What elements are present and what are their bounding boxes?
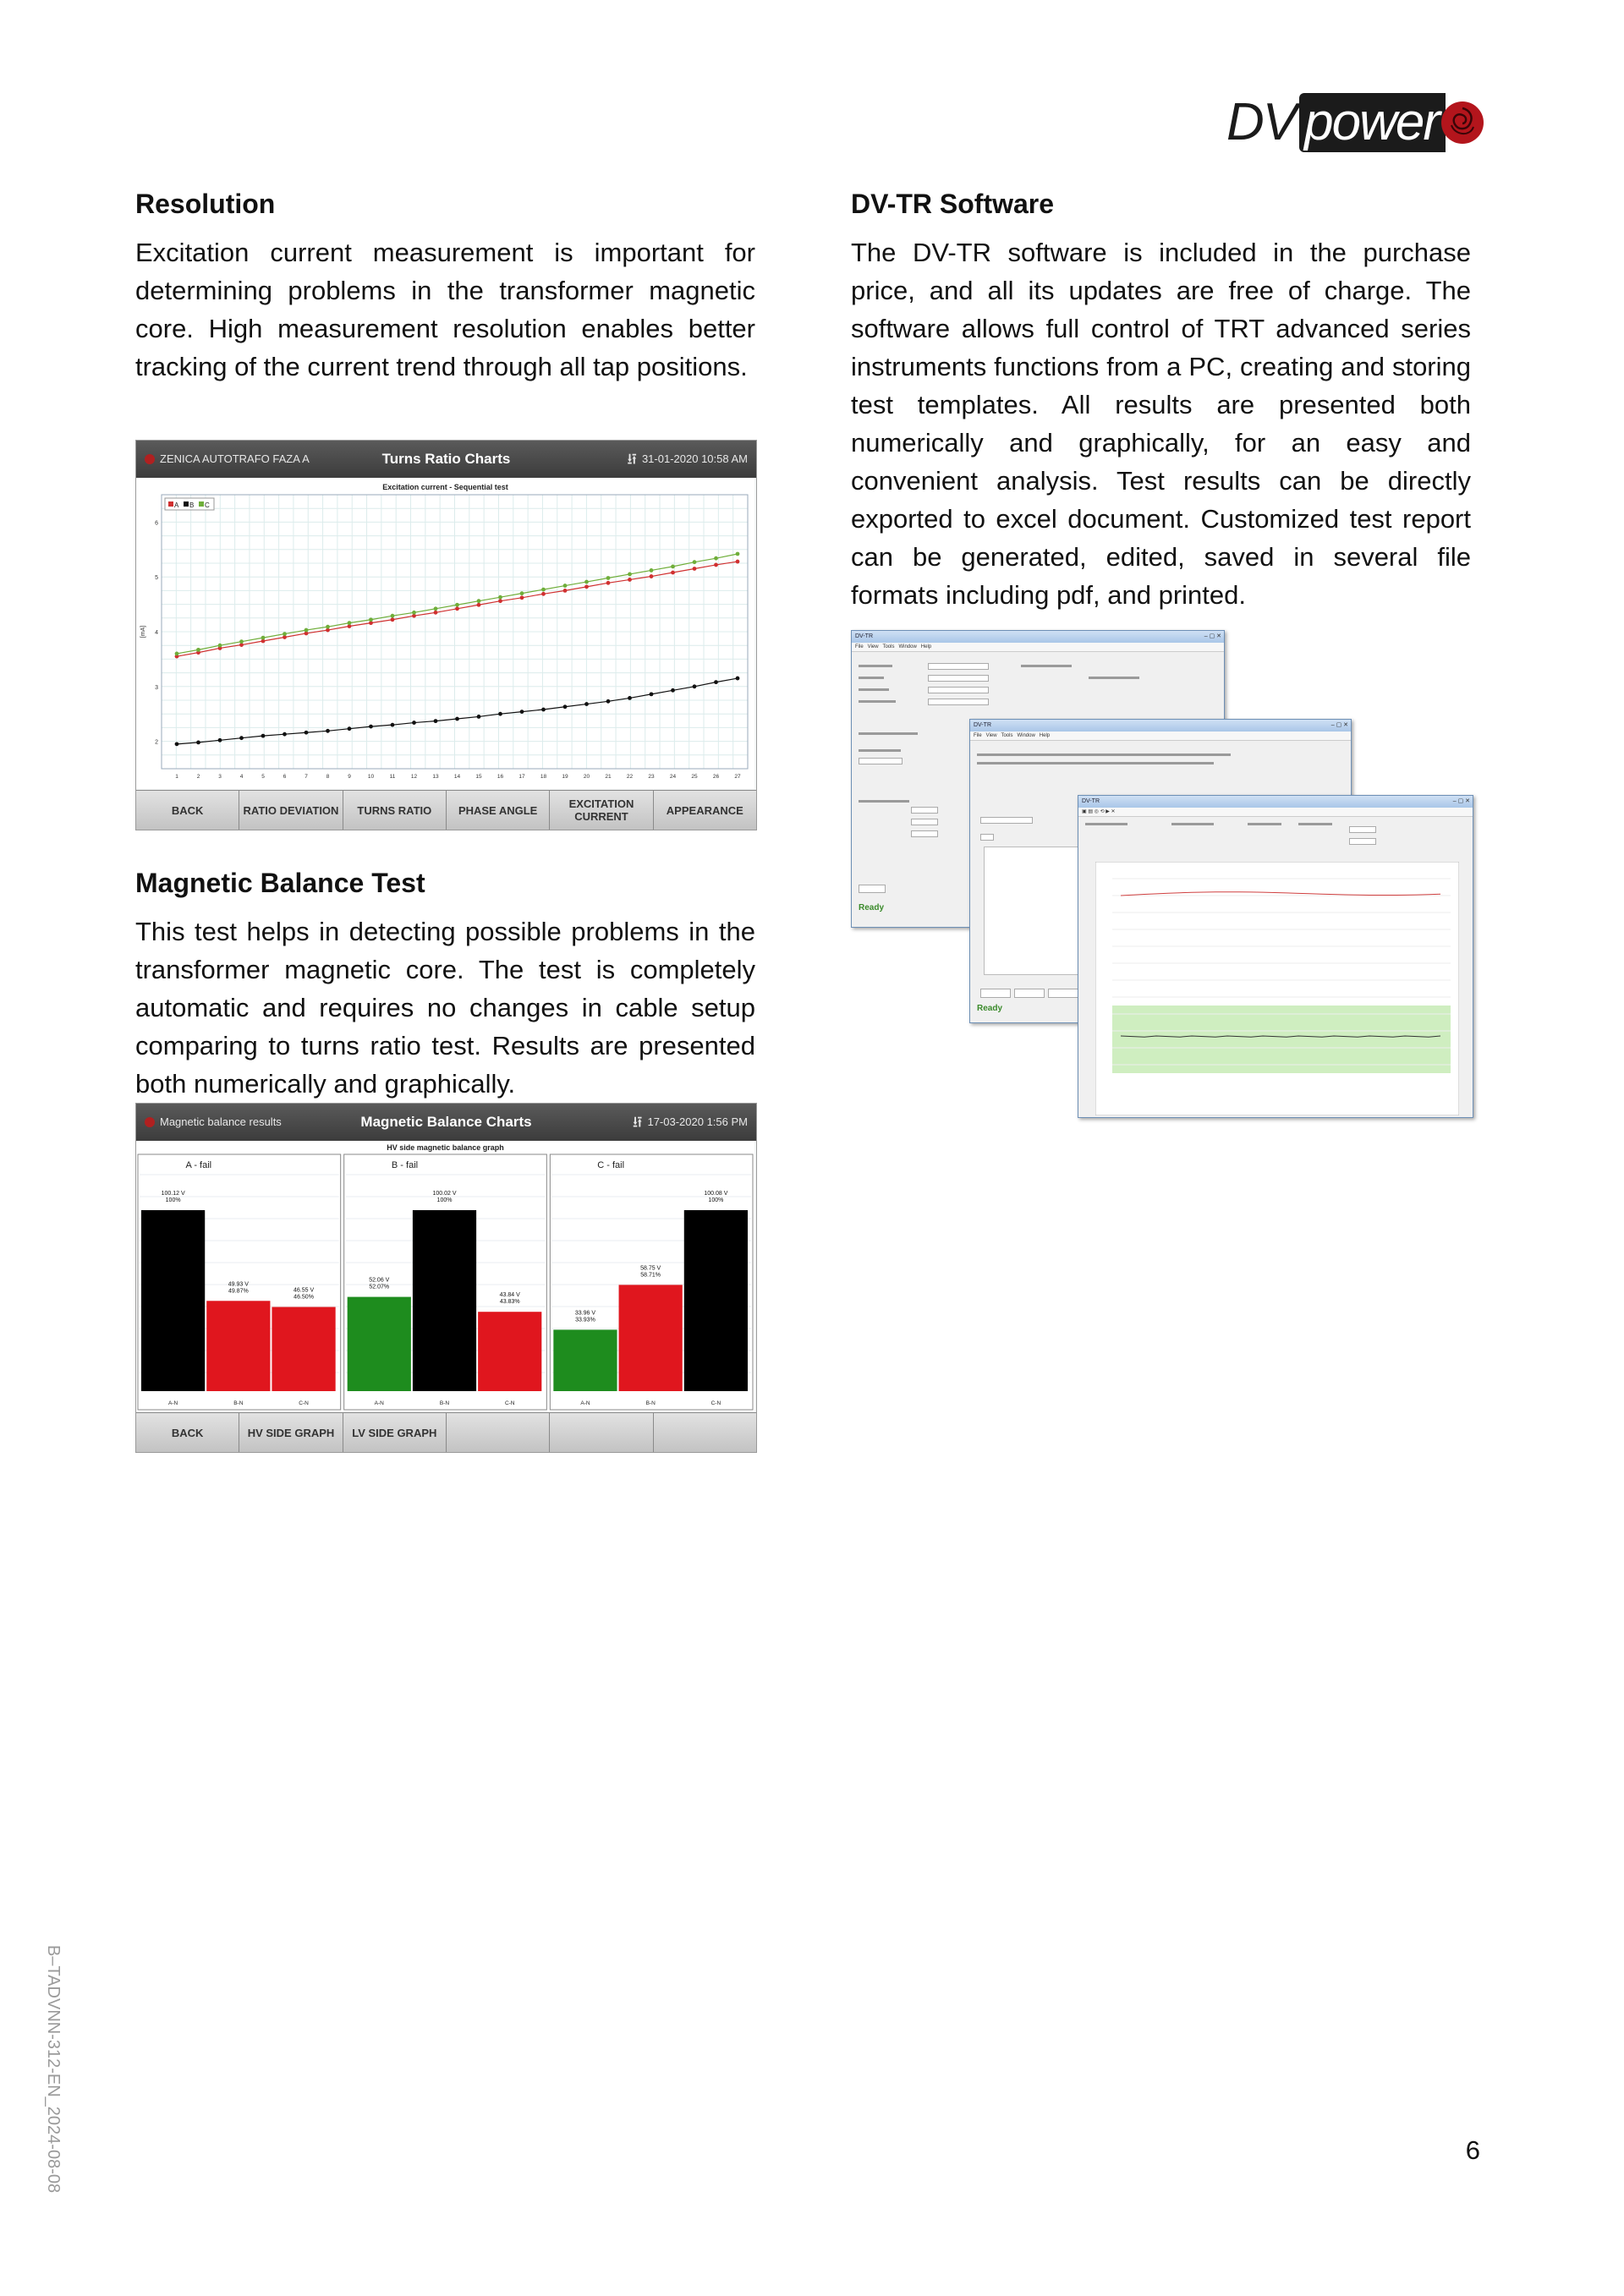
data-point-A xyxy=(541,592,546,596)
x-tick-label: 4 xyxy=(239,774,244,780)
data-point-C xyxy=(736,552,740,556)
bar-data-label: 52.07% xyxy=(369,1284,390,1290)
data-point-C xyxy=(650,568,654,573)
bar-data-label: 100% xyxy=(708,1197,724,1203)
excitation-current-chart xyxy=(136,478,754,789)
x-tick-label: 17 xyxy=(518,774,525,780)
x-tick-label: 11 xyxy=(389,774,396,780)
x-tick-label: 1 xyxy=(175,774,178,780)
y-tick-label: 6 xyxy=(155,520,158,527)
x-tick-label: 8 xyxy=(326,774,330,780)
data-point-B xyxy=(520,710,524,714)
turns-ratio-button[interactable]: TURNS RATIO xyxy=(343,791,447,830)
x-tick-label: 25 xyxy=(691,774,698,780)
data-point-B xyxy=(736,677,740,681)
bar-data-label: 49.93 V xyxy=(228,1281,249,1288)
x-tick-label: B-N xyxy=(233,1400,244,1406)
logo-dv: DV xyxy=(1226,93,1297,151)
legend-swatch xyxy=(199,501,204,507)
bar-A-N xyxy=(348,1297,411,1391)
bar-data-label: 100.08 V xyxy=(704,1191,728,1197)
bar-data-label: 100% xyxy=(436,1197,453,1203)
data-point-B xyxy=(671,688,675,693)
screen-topbar xyxy=(136,1104,756,1141)
chart-background xyxy=(136,478,754,789)
screen-datetime: ⭿ 17-03-2020 1:56 PM xyxy=(633,1104,748,1141)
bar-data-label: 49.87% xyxy=(228,1288,249,1295)
window-controls[interactable]: – ▢ ✕ xyxy=(1452,798,1470,804)
data-point-B xyxy=(650,692,654,696)
data-point-A xyxy=(736,560,740,564)
device-label: Magnetic balance results xyxy=(145,1104,282,1141)
menu-bar: File View Tools Window Help xyxy=(970,732,1351,741)
x-tick-label: C-N xyxy=(299,1400,309,1406)
rose-icon xyxy=(1440,100,1485,145)
data-point-C xyxy=(196,648,200,652)
bar-B-N xyxy=(619,1285,683,1391)
magnetic-balance-screen xyxy=(135,1103,757,1453)
y-tick-label: 4 xyxy=(155,630,158,636)
data-point-A xyxy=(434,611,438,615)
data-point-C xyxy=(412,611,416,615)
ratio-deviation-button[interactable]: RATIO DEVIATION xyxy=(239,791,343,830)
x-tick-label: 21 xyxy=(605,774,612,780)
software-text: The DV-TR software is included in the purchase price, and all its updates are free of charge. The software allows full control of TRT advanced series instruments functions from a PC, creating and storing test templates. All results are presented both numerically and graphically, for an easy and convenient analysis. Test results can be directly exported to excel document. Customized test report can be generated, edited, saved in several file formats including pdf, and printed. xyxy=(851,238,1471,610)
x-tick-label: B-N xyxy=(439,1400,450,1406)
data-point-A xyxy=(584,584,589,589)
x-tick-label: 23 xyxy=(648,774,655,780)
resolution-text: Excitation current measurement is important for determining problems in the transformer magnetic core. High measurement resolution enables better tracking of the current trend through all tap positions. xyxy=(135,238,755,381)
bar-data-label: 100.02 V xyxy=(432,1191,457,1197)
software-ratio-chart xyxy=(1095,862,1459,1115)
back-button[interactable]: BACK xyxy=(136,1413,239,1452)
data-point-C xyxy=(520,591,524,595)
back-button[interactable]: BACK xyxy=(136,791,239,830)
x-tick-label: 3 xyxy=(218,774,222,780)
data-point-B xyxy=(175,742,179,746)
data-point-A xyxy=(498,599,502,603)
data-point-C xyxy=(304,628,309,633)
data-point-B xyxy=(196,740,200,744)
data-point-B xyxy=(628,696,632,700)
data-point-A xyxy=(520,595,524,600)
bar-data-label: 58.71% xyxy=(640,1272,661,1279)
logo-power: power xyxy=(1304,93,1440,151)
data-point-A xyxy=(455,606,459,611)
data-point-C xyxy=(239,639,244,644)
data-point-A xyxy=(477,603,481,607)
window-titlebar: DV-TR xyxy=(852,631,1224,643)
data-point-B xyxy=(693,684,697,688)
data-point-B xyxy=(455,717,459,721)
data-point-A xyxy=(391,617,395,622)
x-tick-label: 2 xyxy=(196,774,200,780)
excitation-current-button[interactable]: EXCITATION CURRENT xyxy=(550,791,653,830)
data-point-B xyxy=(563,704,568,709)
magnetic-text: This test helps in detecting possible problems in the transformer magnetic core. The test is completely automatic and requires no changes in cable setup comparing to turns ratio test. Results are presented both numerically and graphically. xyxy=(135,917,755,1099)
status-ready: Ready xyxy=(977,1004,1003,1013)
data-point-C xyxy=(261,636,266,640)
bar-A-N xyxy=(141,1210,205,1391)
usb-icon: ⭿ xyxy=(627,451,637,468)
software-heading: DV-TR Software xyxy=(851,189,1055,219)
data-point-A xyxy=(563,589,568,593)
data-point-C xyxy=(348,621,352,625)
x-tick-label: 7 xyxy=(304,774,308,780)
data-point-A xyxy=(650,574,654,578)
screen-datetime: ⭿ 31-01-2020 10:58 AM xyxy=(627,441,748,478)
toolbar: ▣ ▤ ◎ ⟲ ▶ ✕ xyxy=(1078,808,1473,817)
data-point-B xyxy=(606,699,611,704)
data-point-A xyxy=(693,567,697,571)
dv-power-logo xyxy=(1226,93,1480,152)
x-tick-label: 6 xyxy=(283,774,287,780)
bar-C-N xyxy=(684,1210,748,1391)
page-number: 6 xyxy=(1465,2135,1480,2165)
bar-data-label: 100% xyxy=(165,1197,181,1203)
data-point-B xyxy=(348,726,352,731)
panel-title: A - fail xyxy=(185,1160,212,1170)
x-tick-label: 18 xyxy=(540,774,547,780)
panel-title: C - fail xyxy=(597,1160,625,1170)
device-label: ZENICA AUTOTRAFO FAZA A xyxy=(145,441,310,478)
software-screenshots xyxy=(851,630,1472,1116)
window-titlebar: DV-TR xyxy=(970,720,1351,732)
bar-C-N xyxy=(272,1307,335,1391)
data-point-C xyxy=(693,560,697,564)
lv-side-graph-button[interactable]: LV SIDE GRAPH xyxy=(343,1413,447,1452)
data-point-B xyxy=(541,708,546,712)
bar-data-label: 46.55 V xyxy=(293,1287,315,1294)
data-point-A xyxy=(671,571,675,575)
bar-data-label: 33.93% xyxy=(575,1317,595,1323)
data-point-B xyxy=(261,734,266,738)
data-point-C xyxy=(175,652,179,656)
x-tick-label: 24 xyxy=(669,774,677,780)
data-point-B xyxy=(283,732,287,737)
x-tick-label: 10 xyxy=(367,774,375,780)
chart-title: Excitation current - Sequential test xyxy=(382,483,508,491)
balance-button-bar xyxy=(136,1412,756,1452)
turns-ratio-screen xyxy=(135,440,757,830)
bar-B-N xyxy=(413,1210,476,1391)
x-tick-label: 14 xyxy=(453,774,461,780)
x-tick-label: C-N xyxy=(504,1400,515,1406)
x-tick-label: C-N xyxy=(710,1400,721,1406)
data-point-C xyxy=(218,644,222,648)
document-code-text: B–TADVNN-312-EN_2024-08-08 xyxy=(44,1945,63,2194)
x-tick-label: 19 xyxy=(562,774,568,780)
empty-button[interactable] xyxy=(447,1413,550,1452)
y-tick-label: 2 xyxy=(155,739,158,746)
empty-button[interactable] xyxy=(654,1413,756,1452)
chart-title: HV side magnetic balance graph xyxy=(387,1143,504,1152)
phase-angle-button[interactable]: PHASE ANGLE xyxy=(447,791,550,830)
legend-label: B xyxy=(189,501,195,509)
bar-B-N xyxy=(206,1301,270,1391)
data-point-C xyxy=(283,632,287,636)
data-point-A xyxy=(714,563,718,567)
data-point-A xyxy=(606,581,611,585)
data-point-C xyxy=(714,556,718,561)
data-point-B xyxy=(498,712,502,716)
magnetic-balance-chart xyxy=(136,1141,754,1411)
data-point-B xyxy=(304,731,309,735)
software-window-3 xyxy=(1078,795,1473,1118)
legend-swatch xyxy=(184,501,189,507)
data-point-C xyxy=(369,617,373,622)
data-point-B xyxy=(477,715,481,719)
data-point-C xyxy=(541,588,546,592)
data-point-B xyxy=(412,721,416,725)
x-tick-label: B-N xyxy=(645,1400,656,1406)
x-tick-label: 9 xyxy=(348,774,351,780)
panel-title: B - fail xyxy=(391,1160,419,1170)
bar-A-N xyxy=(553,1329,617,1391)
x-tick-label: 12 xyxy=(410,774,418,780)
x-tick-label: 16 xyxy=(497,774,504,780)
x-tick-label: 26 xyxy=(712,774,720,780)
sw-chart-background xyxy=(1095,862,1459,1115)
screen-title: Turns Ratio Charts xyxy=(381,451,511,467)
appearance-button[interactable]: APPEARANCE xyxy=(654,791,756,830)
screen-title: Magnetic Balance Charts xyxy=(360,1114,532,1130)
resolution-heading: Resolution xyxy=(135,189,276,219)
x-tick-label: 15 xyxy=(475,774,482,780)
status-ready: Ready xyxy=(859,903,885,912)
screen-topbar xyxy=(136,441,756,478)
bar-data-label: 43.83% xyxy=(499,1299,520,1306)
empty-button[interactable] xyxy=(550,1413,653,1452)
data-point-C xyxy=(671,564,675,568)
legend-swatch xyxy=(168,501,173,507)
x-tick-label: 13 xyxy=(432,774,439,780)
data-point-C xyxy=(628,573,632,577)
bar-data-label: 46.50% xyxy=(294,1294,314,1301)
x-tick-label: 27 xyxy=(734,774,741,780)
x-tick-label: 20 xyxy=(583,774,590,780)
window-titlebar: DV-TR xyxy=(1078,796,1473,808)
bar-data-label: 52.06 V xyxy=(369,1277,390,1284)
data-point-C xyxy=(477,599,481,603)
hv-side-graph-button[interactable]: HV SIDE GRAPH xyxy=(239,1413,343,1452)
data-point-C xyxy=(563,584,568,588)
window-controls[interactable]: – ▢ ✕ xyxy=(1204,633,1221,639)
x-tick-label: 22 xyxy=(626,774,634,780)
data-point-C xyxy=(606,576,611,580)
x-tick-label: 5 xyxy=(261,774,265,780)
menu-bar: File View Tools Window Help xyxy=(852,643,1224,652)
data-point-B xyxy=(714,680,718,684)
data-point-A xyxy=(628,578,632,582)
y-tick-label: 3 xyxy=(155,684,158,691)
x-tick-label: A-N xyxy=(374,1400,384,1406)
x-tick-label: A-N xyxy=(580,1400,590,1406)
document-code xyxy=(39,1945,69,2233)
magnetic-heading: Magnetic Balance Test xyxy=(135,868,425,898)
sw-band xyxy=(1112,1006,1451,1073)
logo-text xyxy=(1226,93,1446,151)
bar-data-label: 33.96 V xyxy=(574,1310,596,1317)
data-point-C xyxy=(584,580,589,584)
data-point-B xyxy=(369,725,373,729)
data-point-C xyxy=(326,625,330,629)
data-point-B xyxy=(218,738,222,743)
data-point-B xyxy=(434,719,438,723)
bar-data-label: 100.12 V xyxy=(161,1191,185,1197)
data-point-C xyxy=(455,603,459,607)
usb-icon: ⭿ xyxy=(632,1114,643,1131)
data-point-B xyxy=(584,702,589,706)
bar-C-N xyxy=(478,1312,541,1391)
data-point-C xyxy=(391,614,395,618)
y-axis-label: [mA] xyxy=(140,625,146,638)
legend-label: C xyxy=(205,501,210,509)
data-point-B xyxy=(391,723,395,727)
x-tick-label: A-N xyxy=(168,1400,178,1406)
data-point-B xyxy=(239,736,244,740)
window-controls[interactable]: – ▢ ✕ xyxy=(1330,722,1348,728)
bar-data-label: 58.75 V xyxy=(640,1265,661,1272)
bar-data-label: 43.84 V xyxy=(499,1292,520,1299)
data-point-B xyxy=(326,729,330,733)
legend-label: A xyxy=(174,501,179,509)
y-tick-label: 5 xyxy=(155,575,158,582)
data-point-C xyxy=(498,595,502,600)
data-point-C xyxy=(434,606,438,611)
turns-button-bar xyxy=(136,790,756,830)
